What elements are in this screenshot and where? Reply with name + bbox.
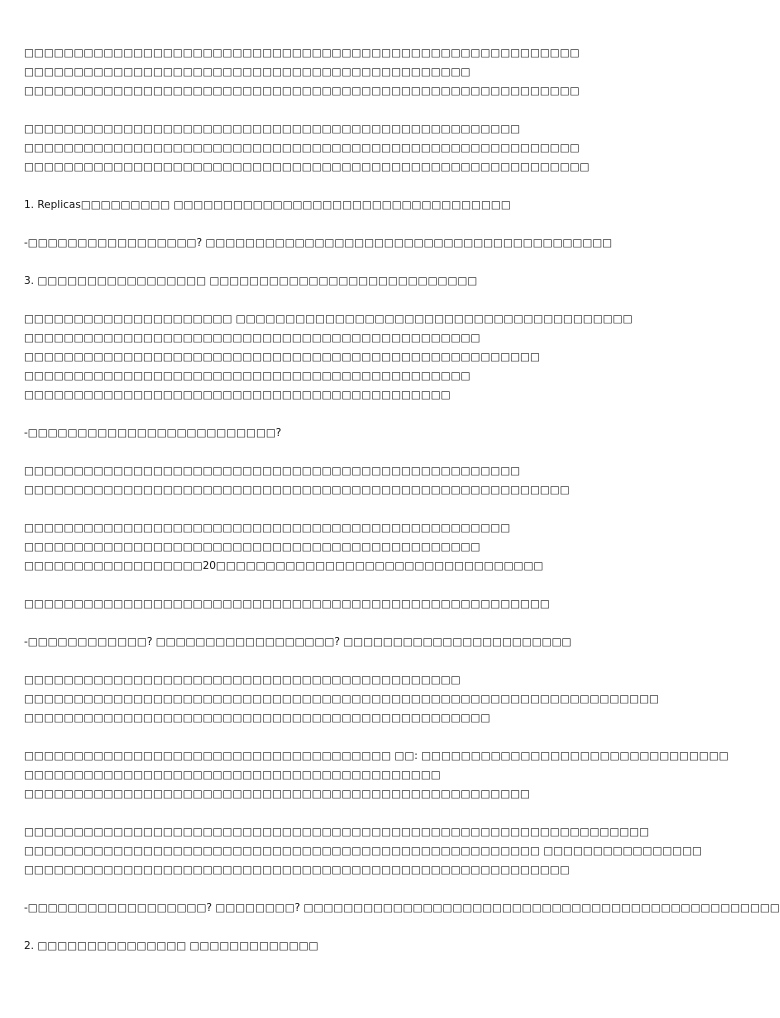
paragraph-4 <box>24 462 696 500</box>
text-line: □□□□□□□□□□□□□□□□□□□□□□□□□□□□□□□□□□□□□□□□□□□□□□□□□□□□□□□□ <box>24 47 580 59</box>
heading-replicas <box>24 196 696 215</box>
text-line: □□□□□□□□□□□□□□□□□□□□□□□□□□□□□□□□□□□□□□□□□□□□□□□□□□□ <box>24 788 530 800</box>
text-line: □□□□□□□□□□□□□□□□□□□□□□□□□□□□□□□□□□□□□□□□□□□□ <box>24 674 461 686</box>
text-line: 3. □□□□□□□□□□□□□□□□□ □□□□□□□□□□□□□□□□□□□□□□□□□□□ <box>24 275 478 287</box>
text-line: □□□□□□□□□□□□□□□□□□□□□□□□□□□□□□□□□□□□□□□□□□□□□□ <box>24 332 481 344</box>
text-line: □□□□□□□□□□□□□□□□□□□□□□□□□□□□□□□□□□□□□□□□□□□□□□□□□□ <box>24 465 521 477</box>
text-line: □□□□□□□□□□□□□□□□□□□□□□□□□□□□□□□□□□□□□□□□□□□□□□□□□□□□□□□ <box>24 864 570 876</box>
paragraph-9 <box>24 823 702 880</box>
text-line: □□□□□□□□□□□□□□□□□□□□□ □□□□□□□□□□□□□□□□□□□□□□□□□□□□□□□□□□□□□□□□ <box>24 313 633 325</box>
text-line: □□□□□□□□□□□□□□□□□□□□□□□□□□□□□□□□□□□□□□□□□□□□□ <box>24 66 471 78</box>
text-line: □□□□□□□□□□□□□□□□□□□□□□□□□□□□□□□□□□□□□□□□□□□□□□□□□ <box>24 522 511 534</box>
paragraph-7 <box>24 671 696 728</box>
text-line: 1. Replicas□□□□□□□□□ □□□□□□□□□□□□□□□□□□□□□□□□□□□□□□□□□□ <box>24 199 511 211</box>
text-line: -□□□□□□□□□□□□? □□□□□□□□□□□□□□□□□□? □□□□□□□□□□□□□□□□□□□□□□□ <box>24 636 572 648</box>
text-line: 2. □□□□□□□□□□□□□□□ □□□□□□□□□□□□□ <box>24 940 319 952</box>
text-line: -□□□□□□□□□□□□□□□□□□□□□□□□□? <box>24 427 282 439</box>
paragraph-3 <box>24 310 696 405</box>
paragraph-8 <box>24 747 729 804</box>
text-line: □□□□□□□□□□□□□□□□□□□□□□□□□□□□□□□□□□□□□□□□□□□□□□□□□□□□□□□□□ <box>24 161 590 173</box>
text-line: □□□□□□□□□□□□□□□□□□□□□□□□□□□□□□□□□□□□□□□□□□□□□□□□□□□□□□□□□□□□□□□□ <box>24 693 659 705</box>
text-line: □□□□□□□□□□□□□□□□□□□□□□□□□□□□□□□□□□□□□□□□□□□□□□□□□□□□□□□ <box>24 484 570 496</box>
text-line: □□□□□□□□□□□□□□□□□□□□□□□□□□□□□□□□□□□□□□□□□□□□□□ <box>24 541 481 553</box>
question-line-2 <box>24 424 696 443</box>
text-line: □□□□□□□□□□□□□□□□□□□□□□□□□□□□□□□□□□□□□□□□□□□□□□□ <box>24 712 491 724</box>
text-line: □□□□□□□□□□□□□□□□□□□□□□□□□□□□□□□□□□□□□□□□□□□□□□□□□□□□□□□□ <box>24 85 580 97</box>
text-line: □□□□□□□□□□□□□□□□□□□□□□□□□□□□□□□□□□□□□□□□□□ <box>24 769 441 781</box>
text-line: □□□□□□□□□□□□□□□□□□□□□□□□□□□□□□□□□□□□□□□□□□□ <box>24 389 451 401</box>
text-line: -□□□□□□□□□□□□□□□□□? □□□□□□□□□□□□□□□□□□□□□□□□□□□□□□□□□□□□□□□□□ <box>24 237 613 249</box>
text-line: □□□□□□□□□□□□□□□□□□□□□□□□□□□□□□□□□□□□□□□□□□□□□□□□□□□□ □□□□□□□□□□□□□□□□ <box>24 845 702 857</box>
paragraph-6 <box>24 595 696 614</box>
paragraph-2 <box>24 120 696 177</box>
paragraph-5 <box>24 519 696 576</box>
question-line-4 <box>24 899 780 918</box>
text-line: □□□□□□□□□□□□□□□□□□20□□□□□□□□□□□□□□□□□□□□□□□□□□□□□□□□□ <box>24 560 544 572</box>
heading-2 <box>24 937 696 956</box>
question-line-3 <box>24 633 696 652</box>
text-line: □□□□□□□□□□□□□□□□□□□□□□□□□□□□□□□□□□□□□ □□: □□□□□□□□□□□□□□□□□□□□□□□□□□□□□□□ <box>24 750 729 762</box>
heading-3 <box>24 272 696 291</box>
paragraph-1 <box>24 44 696 101</box>
text-line: □□□□□□□□□□□□□□□□□□□□□□□□□□□□□□□□□□□□□□□□□□□□□□□□□□ <box>24 123 521 135</box>
text-line: □□□□□□□□□□□□□□□□□□□□□□□□□□□□□□□□□□□□□□□□□□□□□ <box>24 370 471 382</box>
text-line: □□□□□□□□□□□□□□□□□□□□□□□□□□□□□□□□□□□□□□□□□□□□□□□□□□□□ <box>24 351 540 363</box>
text-line: □□□□□□□□□□□□□□□□□□□□□□□□□□□□□□□□□□□□□□□□□□□□□□□□□□□□□□□□□□□□□□□ <box>24 826 650 838</box>
text-line: □□□□□□□□□□□□□□□□□□□□□□□□□□□□□□□□□□□□□□□□□□□□□□□□□□□□□ <box>24 598 550 610</box>
text-line: -□□□□□□□□□□□□□□□□□□? □□□□□□□□? □□□□□□□□□□□□□□□□□□□□□□□□□□□□□□□□□□□□□□□□□□□□□□□□ <box>24 902 780 914</box>
question-line-1 <box>24 234 696 253</box>
text-line: □□□□□□□□□□□□□□□□□□□□□□□□□□□□□□□□□□□□□□□□□□□□□□□□□□□□□□□□ <box>24 142 580 154</box>
